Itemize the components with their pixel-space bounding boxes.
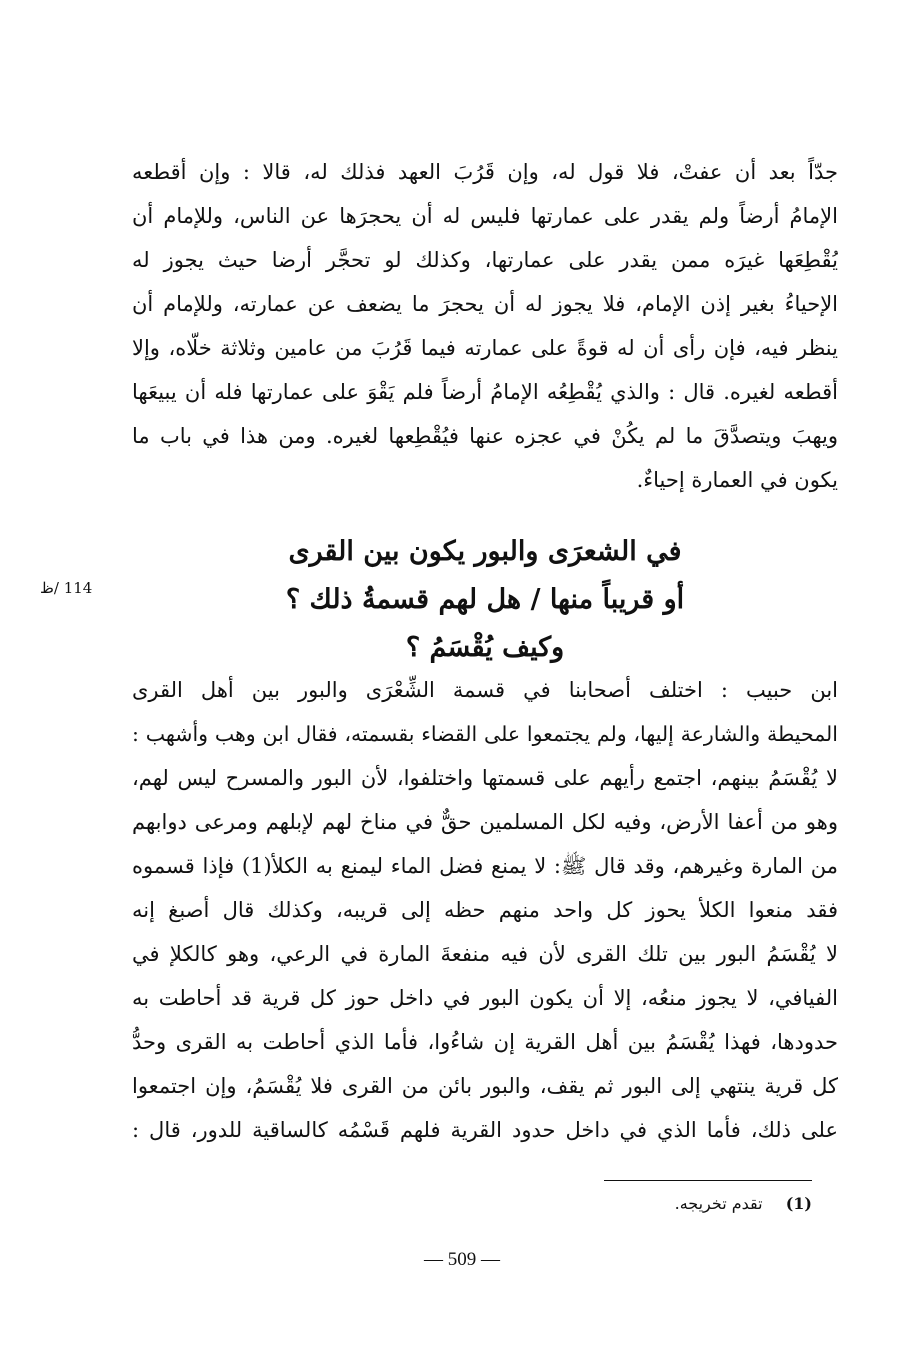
section-heading [132,528,838,672]
text-line: أقطعه لغيره. قال : والذي يُقْطِعُه الإمامُ أرضاً فلم يَقْوَ على عمارتها فله أن يبيعَها [132,380,838,404]
text-line: ابن حبيب : اختلف أصحابنا في قسمة الشِّعْرَى والبور بين أهل القرى [132,678,838,702]
paragraph-main [132,668,838,1152]
page-number: — 509 — [424,1249,500,1270]
text-line: يُقْطِعَها غيرَه ممن يقدر على عمارتها، وكذلك لو تحجَّر أرضا حيث يجوز له [132,248,838,272]
margin-folio-note: 114 /ظ [40,579,93,597]
footnote [560,1190,812,1218]
text-line: المحيطة والشارعة إليها، ولم يجتمعوا على القضاء بقسمته، فقال ابن وهب وأشهب : [132,722,838,746]
text-line: ينظر فيه، فإن رأى أن له قوةً على عمارته فيما قَرُبَ من عامين وثلاثة خلّاه، وإلا [132,336,838,360]
text-line: الفيافي، لا يجوز منعُه، إلا أن يكون البور في داخل حوز كل قرية قد أحاطت به [132,986,838,1010]
text-line: حدودها، فهذا يُقْسَمُ بين أهل القرية إن شاءُوا، فأما الذي أحاطت به القرى وحدُّ [132,1030,838,1054]
text-line: على ذلك، فأما الذي في داخل حدود القرية فلهم قَسْمُه كالساقية للدور، قال : [132,1118,838,1142]
heading-line: وكيف يُقْسَمُ ؟ [405,632,565,663]
footnote-number: (1) [785,1194,812,1213]
text-line: الإحياءُ بغير إذن الإمام، فلا يجوز له أن يحجرَ ما يضعف عن عمارته، وللإمام أن [132,292,838,316]
footnote-divider [604,1180,812,1181]
text-line: يكون في العمارة إحياءٌ. [636,468,838,492]
text-line: من المارة وغيرهم، وقد قال ﷺ: لا يمنع فضل الماء ليمنع به الكلأ(1) فإذا قسموه [132,854,838,878]
text-line: لا يُقْسَمُ بينهم، اجتمع رأيهم على قسمتها واختلفوا، لأن البور والمسرح ليس لهم، [132,766,838,790]
text-line: لا يُقْسَمُ البور بين تلك القرى لأن فيه منفعةَ المارة في الرعي، وهو كالكلإ في [132,942,838,966]
paragraph-top [132,150,838,502]
text-line: جدّاً بعد أن عفتْ، فلا قول له، وإن قَرُبَ العهد فذلك له، قالا : وإن أقطعه [132,160,838,184]
text-line: الإمامُ أرضاً ولم يقدر على عمارتها فليس له أن يحجرَها عن الناس، وللإمام أن [132,204,838,228]
text-line: وهو من أعفا الأرض، وفيه لكل المسلمين حقٌّ في مناخ لهم لإبلهم ومرعى دوابهم [132,810,838,834]
heading-line: في الشعرَى والبور يكون بين القرى [288,536,682,567]
text-line: كل قرية ينتهي إلى البور ثم يقف، والبور بائن من القرى فلا يُقْسَمُ، وإن اجتمعوا [132,1074,838,1098]
heading-line: أو قريباً منها / هل لهم قسمةُ ذلك ؟ [285,584,685,615]
footnote-text: تقدم تخريجه. [674,1194,763,1213]
text-line: فقد منعوا الكلأ يحوز كل واحد منهم حظه إلى قريبه، وكذلك قال أصبغ إنه [132,898,838,922]
text-line: ويهبَ ويتصدَّقَ ما لم يكُنْ في عجزه عنها فيُقْطِعها لغيره. ومن هذا في باب ما [132,424,838,448]
